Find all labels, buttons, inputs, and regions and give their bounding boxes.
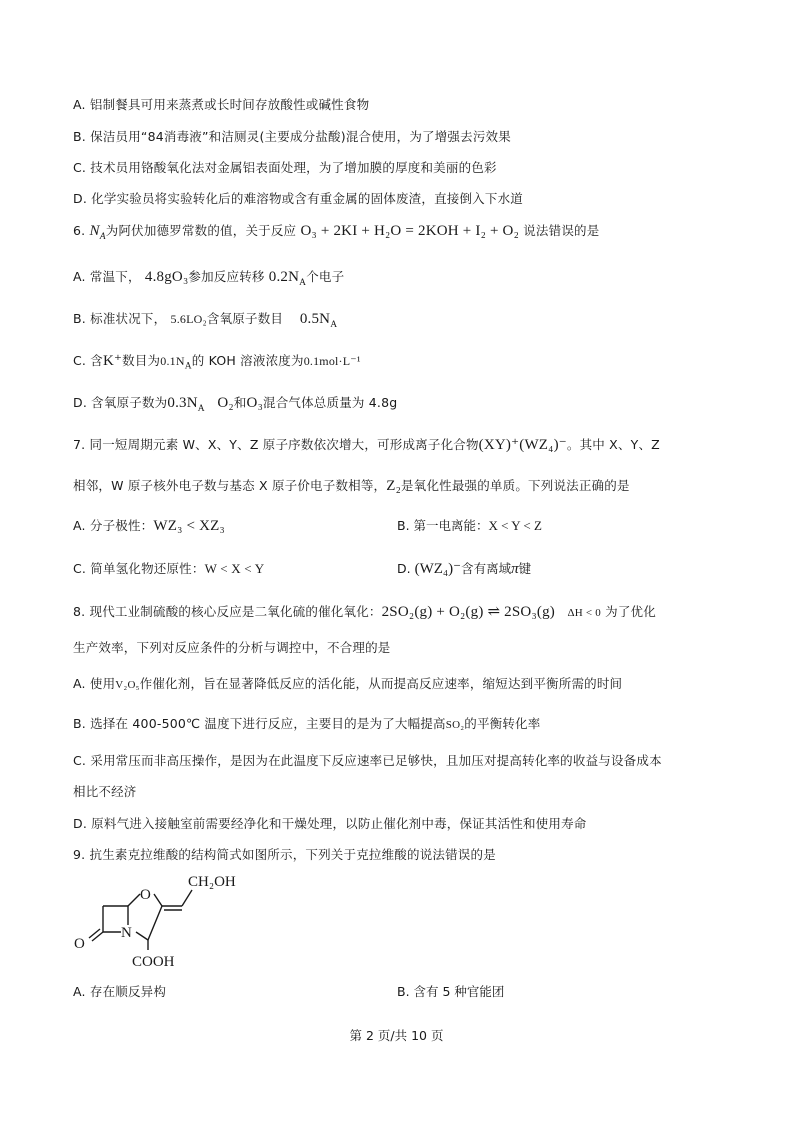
q7-option-d: D. (WZ₄)⁻含有离域π键	[397, 561, 532, 577]
carbonyl-oxygen-label: O	[74, 936, 85, 952]
q6-option-b: B. 标准状况下， 5.6LO₂含氧原子数目 $0.5N_A$	[73, 311, 338, 330]
q9-option-b: B. 含有 5 种官能团	[397, 984, 505, 999]
q6-stem: 6. $N_A$为阿伏加德罗常数的值，关于反应 O₃ + 2KI + H₂O = 2KOH + I₂ + O₂ 说法错误的是	[73, 223, 600, 242]
q6-option-a: A. 常温下， 4.8gO₃参加反应转移 $0.2N_A$个电子	[73, 269, 345, 288]
q7-stem-line2: 相邻，W 原子核外电子数与基态 X 原子价电子数相等，Z₂是氧化性最强的单质。下列说法正确的是	[73, 478, 630, 494]
ring-oxygen-label: O	[140, 887, 151, 903]
q5-option-a: A. 铝制餐具可用来蒸煮或长时间存放酸性或碱性食物	[73, 97, 370, 112]
q7-option-c: C. 简单氢化物还原性：W < X < Y	[73, 561, 265, 576]
q5-option-d: D. 化学实验员将实验转化后的难溶物或含有重金属的固体废渣，直接倒入下水道	[73, 191, 523, 206]
q7-stem-line1: 7. 同一短周期元素 W、X、Y、Z 原子序数依次增大，可形成离子化合物(XY)⁺(WZ₄)⁻。其中 X、Y、Z	[73, 437, 660, 453]
clavulanic-acid-structure	[70, 870, 270, 972]
q6-equation: O₃ + 2KI + H₂O = 2KOH + I₂ + O₂	[300, 223, 520, 239]
q8-stem-line2: 生产效率，下列对反应条件的分析与调控中，不合理的是	[73, 640, 391, 655]
q8-option-a: A. 使用V₂O₅作催化剂，旨在显著降低反应的活化能，从而提高反应速率，缩短达到平衡所需的时间	[73, 676, 623, 691]
q8-option-c-line2: 相比不经济	[73, 784, 137, 799]
q8-option-b: B. 选择在 400-500℃ 温度下进行反应，主要目的是为了大幅提高SO₂的平衡转化率	[73, 716, 541, 731]
na-symbol: $N_A$	[89, 223, 106, 242]
q6-option-c: C. 含K⁺数目为$0.1N_A$的 KOH 溶液浓度为0.1mol·L⁻¹	[73, 353, 361, 372]
page-footer: 第 2 页/共 10 页	[349, 1028, 444, 1043]
cooh-label: COOH	[132, 954, 175, 970]
nitrogen-label: N	[121, 925, 132, 941]
q6-option-d: D. 含氧原子数为$0.3N_A$ O₂和O₃混合气体总质量为 4.8g	[73, 395, 398, 414]
q8-stem-line1: 8. 现代工业制硫酸的核心反应是二氧化硫的催化氧化：2SO₂(g) + O₂(g) ⇌ 2SO₃(g) ΔH < 0 为了优化	[73, 604, 656, 620]
ch2oh-label: CH₂OH	[188, 874, 236, 890]
q7-option-b: B. 第一电离能：X < Y < Z	[397, 518, 542, 533]
q5-option-b: B. 保洁员用“84消毒液”和洁厕灵(主要成分盐酸)混合使用，为了增强去污效果	[73, 129, 511, 144]
q7-option-a: A. 分子极性：WZ₃ < XZ₃	[73, 518, 225, 534]
q8-option-d: D. 原料气进入接触室前需要经净化和干燥处理，以防止催化剂中毒，保证其活性和使用寿命	[73, 816, 587, 831]
q9-option-a: A. 存在顺反异构	[73, 984, 167, 999]
q5-option-c: C. 技术员用铬酸氧化法对金属铝表面处理，为了增加膜的厚度和美丽的色彩	[73, 160, 497, 175]
q8-option-c-line1: C. 采用常压而非高压操作，是因为在此温度下反应速率已足够快，且加压对提高转化率的收益与设备成本	[73, 753, 662, 768]
q9-stem: 9. 抗生素克拉维酸的结构简式如图所示，下列关于克拉维酸的说法错误的是	[73, 847, 496, 862]
